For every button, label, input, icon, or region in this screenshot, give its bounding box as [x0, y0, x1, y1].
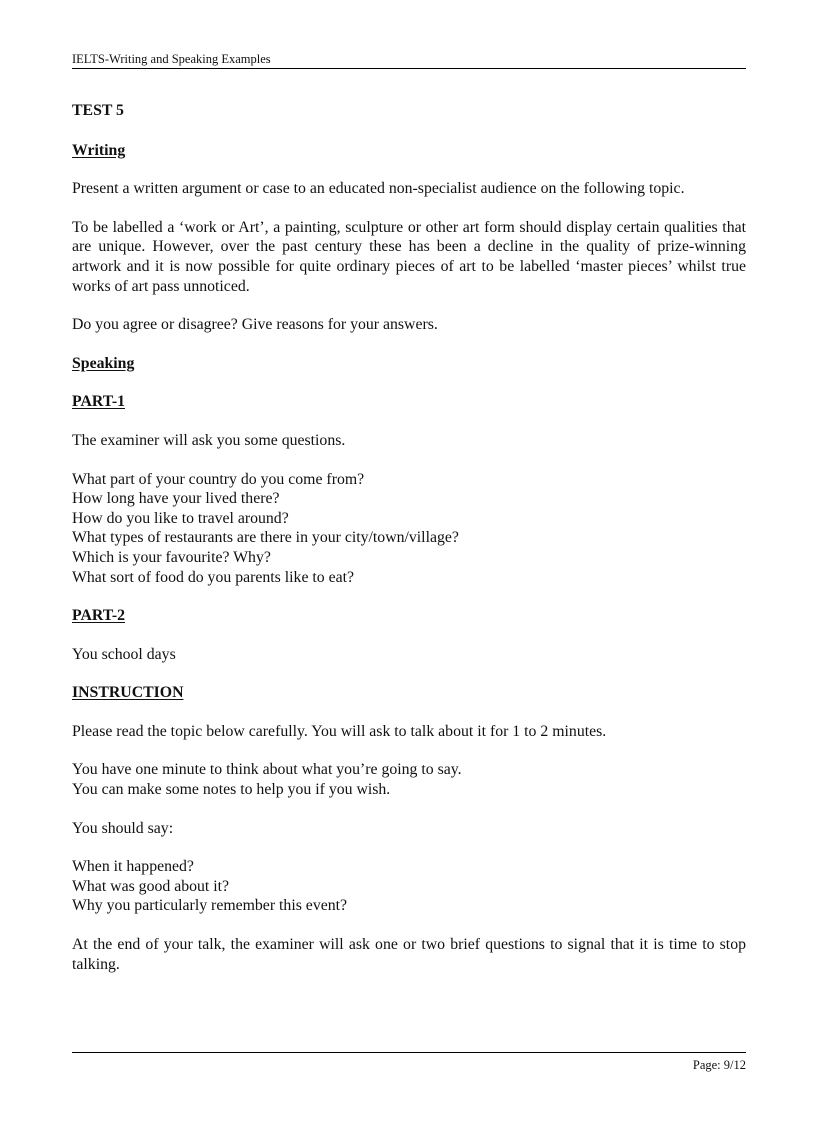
part2-topic: You school days [72, 645, 176, 663]
part1-question: How long have your lived there? [72, 490, 280, 508]
writing-topic: To be labelled a ‘work or Art’, a painting, sculpture or other art form should display certain qualities that are unique. However, over the past century these has been a decline in the quality of prize-winning artwork and it is now possible for quite ordinary pieces of art to be labelled ‘master pieces’ whilst true works of art pass unnoticed. [72, 218, 746, 295]
part1-intro: The examiner will ask you some questions. [72, 431, 346, 449]
instruction-point: What was good about it? [72, 877, 230, 895]
instruction-point: When it happened? [72, 858, 194, 876]
running-header: IELTS-Writing and Speaking Examples [72, 52, 271, 66]
instruction-should-say: You should say: [72, 819, 174, 837]
instruction-point: Why you particularly remember this event? [72, 897, 348, 915]
test-title: TEST 5 [72, 102, 124, 119]
part1-question: How do you like to travel around? [72, 509, 289, 527]
instruction-points-list [72, 857, 746, 916]
part1-question: What types of restaurants are there in your city/town/village? [72, 529, 459, 547]
instruction-heading: INSTRUCTION [72, 684, 184, 702]
speaking-heading: Speaking [72, 354, 135, 372]
page-content [72, 101, 746, 993]
instruction-think-block [72, 760, 746, 799]
part1-heading: PART-1 [72, 393, 125, 411]
page-number: Page: 9/12 [692, 1058, 746, 1072]
part1-question-list [72, 470, 746, 588]
document-page [72, 0, 746, 1123]
instruction-read-topic: Please read the topic below carefully. You will ask to talk about it for 1 to 2 minutes. [72, 722, 607, 740]
writing-question: Do you agree or disagree? Give reasons for your answers. [72, 316, 438, 334]
part1-question: What part of your country do you come from? [72, 470, 365, 488]
part1-question: Which is your favourite? Why? [72, 548, 271, 566]
instruction-think-line: You can make some notes to help you if you wish. [72, 781, 391, 799]
writing-instruction: Present a written argument or case to an educated non-specialist audience on the following topic. [72, 180, 685, 198]
part2-heading: PART-2 [72, 607, 125, 625]
instruction-think-line: You have one minute to think about what you’re going to say. [72, 761, 462, 779]
writing-heading: Writing [72, 141, 126, 159]
instruction-closing: At the end of your talk, the examiner will ask one or two brief questions to signal that it is time to stop talking. [72, 936, 746, 973]
header-divider [72, 68, 746, 69]
footer-divider [72, 1052, 746, 1053]
part1-question: What sort of food do you parents like to eat? [72, 568, 355, 586]
